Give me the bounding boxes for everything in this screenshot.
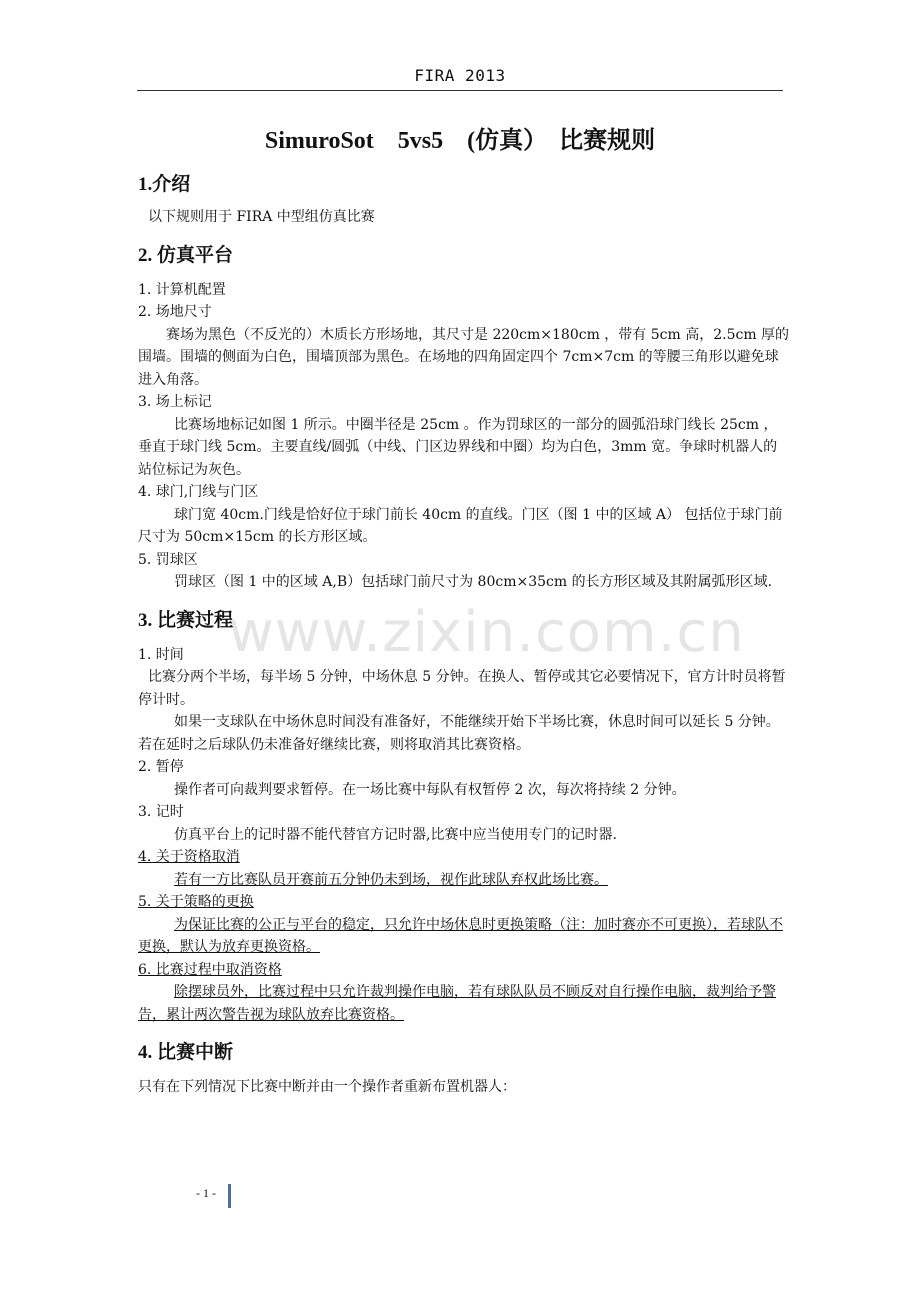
- list-item: 3. 记时: [138, 804, 184, 820]
- list-item: 1. 时间: [138, 646, 184, 663]
- section-heading-platform: 2. 仿真平台: [138, 244, 234, 266]
- paragraph: 比赛分两个半场，每半场 5 分钟，中场休息 5 分钟。在换人、暂停或其它必要情况下，官方计时员将暂停计时。: [138, 669, 786, 708]
- paragraph: 球门宽 40cm.门线是恰好位于球门前长 40cm 的直线。门区（图 1 中的区域 A） 包括位于球门前尺寸为 50cm×15cm 的长方形区域。: [138, 506, 783, 545]
- document-body: [138, 168, 790, 1099]
- list-item: 2. 场地尺寸: [138, 304, 212, 320]
- paragraph: 比赛场地标记如图 1 所示。中圈半径是 25cm 。作为罚球区的一部分的圆弧沿球门线长 25cm ，垂直于球门线 5cm。主要直线/圆弧（中线、门区边界线和中圈）均为白色，3mm 宽。争球时机器人的站位标记为灰色。: [138, 416, 778, 478]
- list-item: 3. 场上标记: [138, 394, 212, 410]
- section-heading-process: 3. 比赛过程: [138, 609, 234, 631]
- paragraph: 只有在下列情况下比赛中断并由一个操作者重新布置机器人：: [138, 1079, 516, 1095]
- list-item: 2. 暂停: [138, 759, 184, 775]
- section-heading-intro: 1.介绍: [138, 174, 191, 195]
- list-item: 1. 计算机配置: [138, 281, 226, 298]
- list-item: 4. 关于资格取消: [138, 849, 240, 865]
- paragraph: 操作者可向裁判要求暂停。在一场比赛中每队有权暂停 2 次，每次将持续 2 分钟。: [174, 781, 686, 798]
- paragraph: 赛场为黑色（不反光的）木质长方形场地，其尺寸是 220cm×180cm ，带有 5cm 高，2.5cm 厚的围墙。围墙的侧面为白色，围墙顶部为黑色。在场地的四角固定四个 7cm×7cm 的等腰三角形以避免球进入角落。: [138, 326, 790, 388]
- paragraph: 罚球区（图 1 中的区域 A,B）包括球门前尺寸为 80cm×35cm 的长方形区域及其附属弧形区域.: [174, 574, 773, 590]
- watermark: www.zixin.com.cn: [228, 600, 745, 665]
- paragraph: 若有一方比赛队员开赛前五分钟仍未到场，视作此球队弃权此场比赛。: [174, 871, 608, 888]
- list-item: 4. 球门,门线与门区: [138, 484, 259, 500]
- page-header: FIRA 2013: [137, 66, 783, 91]
- paragraph: 如果一支球队在中场休息时间没有准备好，不能继续开始下半场比赛，休息时间可以延长 5 分钟。若在延时之后球队仍未准备好继续比赛，则将取消其比赛资格。: [138, 714, 780, 753]
- paragraph: 仿真平台上的记时器不能代替官方记时器,比赛中应当使用专门的记时器.: [174, 826, 617, 843]
- list-item: 5. 罚球区: [138, 551, 198, 568]
- paragraph: 以下规则用于 FIRA 中型组仿真比赛: [148, 209, 375, 225]
- paragraph: 除摆球员外，比赛过程中只允许裁判操作电脑，若有球队队员不顾反对自行操作电脑，裁判给予警告，累计两次警告视为球队放弃比赛资格。: [138, 984, 776, 1023]
- footer-accent-bar: [228, 1184, 231, 1208]
- page-number: - 1 -: [196, 1186, 216, 1200]
- section-heading-interruption: 4. 比赛中断: [138, 1042, 234, 1063]
- paragraph: 为保证比赛的公正与平台的稳定，只允许中场休息时更换策略（注：加时赛亦不可更换），若球队不更换，默认为放弃更换资格。: [138, 916, 783, 955]
- list-item: 5. 关于策略的更换: [138, 894, 254, 910]
- document-title: SimuroSot 5vs5 (仿真） 比赛规则: [264, 128, 656, 154]
- list-item: 6. 比赛过程中取消资格: [138, 961, 282, 978]
